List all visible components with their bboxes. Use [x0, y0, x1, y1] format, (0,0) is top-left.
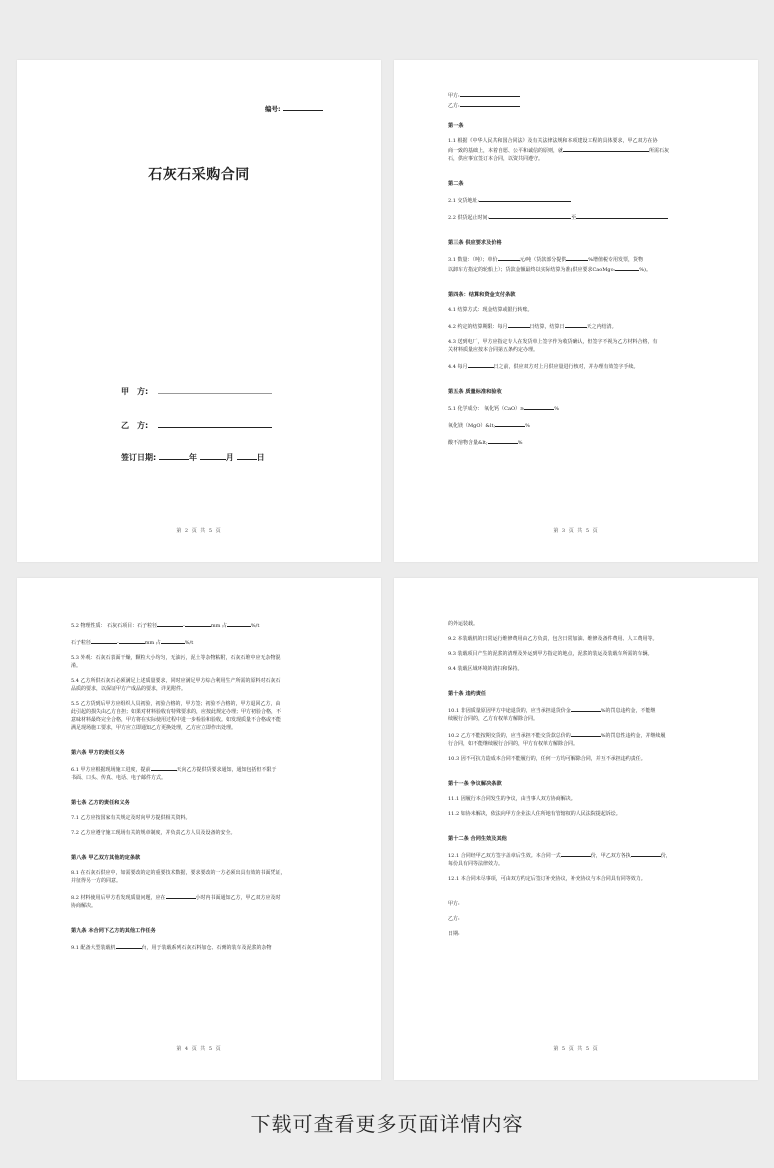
section-heading: 第三条 供应要求及价格 — [448, 240, 502, 246]
clause-text: 5.2 物理性质： 石灰石项目：石子粒径 - mm 占 %/t — [71, 620, 341, 630]
contract-page-3 — [394, 60, 758, 562]
clause-text: 11.2 如协未解决，依法向甲方企业法人住所地有管辖权的人民法院提起诉讼。 — [448, 811, 621, 817]
clause-text: 9.2 本装载机的日常运行维修费用由乙方负责，包含日常加油、维修及备件费用、人工费用等。 — [448, 636, 658, 642]
clause-text: 意味材料最终完全合格，甲方将在实际使用过程中进一步检验和验收。如发现质量不合格或不能 — [71, 717, 282, 723]
contract-number-field — [265, 104, 323, 113]
clause-text: 3.1 数量：（吨）；单价 元/吨（货款部分提供 %增值税专用发票，货物 — [448, 254, 718, 264]
day-blank — [237, 453, 257, 460]
party-b-label: 乙 方: — [121, 421, 149, 430]
cover-title: 石灰石采购合同 — [148, 167, 250, 183]
year-blank — [159, 453, 189, 460]
clause-text: 9.4 装载区域环境的清扫和保持。 — [448, 666, 523, 672]
section-heading: 第十一条 争议解决条款 — [448, 781, 502, 787]
contract-number-label: 编号: — [265, 105, 281, 113]
party-a-blank — [158, 387, 272, 394]
clause-text: 续履行合同的，乙方有权单方解除合同。 — [448, 716, 539, 722]
contract-number-blank — [283, 104, 323, 111]
clause-text: 4.1 结算方式：现金结算或银行转账。 — [448, 307, 533, 313]
clause-text: 的外运装载。 — [448, 621, 479, 627]
section-heading: 第四条：结算和资金支付条款 — [448, 292, 516, 298]
clause-text: 石，供应事宜签订本合同，以资共同遵守。 — [448, 156, 544, 162]
signature-date: 日期: — [448, 931, 460, 937]
clause-text: 1.1 根据《中华人民共和国合同法》及有关法律法规和本项建设工程的具体要求，甲乙双方在协 — [448, 138, 658, 144]
clause-text: 2.1 交货地址: — [448, 195, 718, 205]
cover-page — [17, 60, 381, 562]
clause-text: 行合同，如不能继续履行合同的，甲方有权单方解除合同。 — [448, 741, 579, 747]
page-number: 第 4 页 共 5 页 — [176, 1046, 222, 1052]
party-b-field — [121, 420, 272, 431]
clause-text: 酸不溶物含量&lt; % — [448, 437, 718, 447]
clause-text: 9.1 配备大型装载机 台，用于装载系列石灰石料加仓、石膏的装车及泥浆的杂物 — [71, 942, 341, 952]
day-label: 日 — [256, 453, 265, 462]
clause-text: 5.1 化学成分： 氧化钙（CaO）≥ % — [448, 403, 718, 413]
signature-party-b: 乙方: — [448, 916, 460, 922]
clause-text: 2.2 供货起止时间: 至 — [448, 212, 718, 222]
clause-text: 5.3 外观：石灰石表面干燥，颗粒大小均匀，无油污，泥土等杂物粘附，石灰石堆中应无杂物混 — [71, 655, 281, 661]
clause-text: 7.1 乙方应按国家有关规定及时向甲方提供相关资料。 — [71, 815, 191, 821]
sign-date-field — [121, 452, 265, 463]
clause-text: 以卸车方指定的轮船上）；货款金额最终以实际结算为准(供应要求CaoMgo: %)。 — [448, 264, 718, 274]
year-label: 年 — [189, 453, 197, 462]
section-heading: 第十条 违约责任 — [448, 691, 487, 697]
clause-text: 11.1 因履行本合同发生的争议，由当事人双方协商解决。 — [448, 796, 576, 802]
clause-text: 10.2 乙方不能按期交货的，应当承担不能交货款总价的 %的罚息性违约金，并继续履 — [448, 730, 718, 740]
section-heading: 第一条 — [448, 123, 464, 129]
section-heading: 第八条 甲乙双方其他的定条款 — [71, 855, 141, 861]
section-heading: 第七条 乙方的责任和义务 — [71, 800, 130, 806]
clause-text: 书面、口头、传真、电话、电子邮件方式。 — [71, 775, 167, 781]
clause-text: 4.2 约定的结算期限：每月 日结算，结算日 天之内结清。 — [448, 321, 718, 331]
clause-text: 协商解决。 — [71, 903, 97, 909]
sign-date-label: 签订日期: — [121, 453, 157, 462]
party-b-blank — [158, 421, 272, 428]
clause-text: 5.4 乙方所供石灰石必须满足上述质量要求，同时应满足甲方综合利用生产所需的原料对石灰石 — [71, 678, 281, 684]
clause-text: 满足现场施工要求，甲方应立即通知乙方更换处理，乙方应立即作出处理。 — [71, 725, 237, 731]
contract-page-5 — [394, 578, 758, 1080]
clause-text: 关材料质量应按本合同第五条约定办理。 — [448, 347, 539, 353]
section-heading: 第二条 — [448, 181, 464, 187]
clause-text: 氧化镁（MgO）&lt; % — [448, 420, 718, 430]
party-a-field — [121, 386, 272, 397]
clause-text: 4.4 每月 日之前，供应双方对上月供应量进行核对，并办理有效签字手续。 — [448, 361, 718, 371]
download-more-banner[interactable]: 下载可查看更多页面详情内容 — [250, 1112, 524, 1136]
section-heading: 第五条 质量标准和验收 — [448, 389, 502, 395]
clause-text: 8.2 材料使用后甲方若发现质量问题，应在 小时内书面通知乙方，甲乙双方应及时 — [71, 892, 341, 902]
clause-text: 10.1 非因质量原因甲方中途退货的，应当承担退货价金 %的罚息违约金，不能继 — [448, 705, 718, 715]
clause-text: 商一致的基础上，本着自愿、公平和诚信的原则，就 所需石灰 — [448, 145, 718, 155]
clause-text: 12.1 合同经甲乙双方签字盖章后生效。本合同一式 份，甲乙双方各执 份， — [448, 850, 718, 860]
clause-text: 此引起的损失由乙方自担；如果对材料验收有特殊要求的，应按此规定办理；甲方初验合格，不 — [71, 709, 282, 715]
clause-text: 品质的要求，以保证甲方产成品的要求，详见附件。 — [71, 686, 187, 692]
month-blank — [200, 453, 226, 460]
section-heading: 第九条 本合同下乙方的其他工作任务 — [71, 928, 156, 934]
clause-text: 4.3 送到电厂，甲方应指定专人在发货单上签字作为收货确认，但签字不视为乙方材料合格，有 — [448, 339, 658, 345]
page-content — [448, 620, 718, 938]
clause-text: 9.3 装载项目产生的泥浆的清理及外运到甲方指定的地点，泥浆的装运及装载车所需的车辆。 — [448, 651, 653, 657]
page-content — [448, 90, 718, 447]
clause-text: 石子粒径 - mm 占 %/t — [71, 637, 341, 647]
section-heading: 第十二条 合同生效及其他 — [448, 836, 507, 842]
clause-text: 5.5 乙方货到后甲方应组织人员初验，初验合格的，甲方签；初验不合格的，甲方退回乙方，由 — [71, 701, 281, 707]
contract-page-4 — [17, 578, 381, 1080]
clause-text: 7.2 乙方应遵守施工现场有关的规章制度，并负责乙方人员及设备的安全。 — [71, 830, 236, 836]
page-content — [71, 620, 341, 952]
page-number: 第 3 页 共 5 页 — [553, 528, 599, 534]
party-a-line: 甲方: — [448, 90, 718, 100]
clause-text: 每份具有同等法律效力。 — [448, 861, 504, 867]
clause-text: 并征得另一方的同意。 — [71, 878, 122, 884]
clause-text: 8.1 在石灰石供应中，如需要改的定的重要技术数据，要求要改的一方必须出具有效的书面凭证， — [71, 870, 286, 876]
month-label: 月 — [225, 453, 234, 462]
clause-text: 6.1 甲方应根据现场施工进度，提前 天向乙方提供货要求通知，通知包括但不限于 — [71, 764, 341, 774]
page-number: 第 2 页 共 5 页 — [176, 528, 222, 534]
clause-text: 淆。 — [71, 663, 82, 669]
section-heading: 第六条 甲方的责任义务 — [71, 750, 125, 756]
party-b-line: 乙方: — [448, 100, 718, 110]
clause-text: 12.1 本合同未尽事项，可由双方约定后签订补充协议，补充协议与本合同具有同等效力。 — [448, 876, 646, 882]
page-number: 第 5 页 共 5 页 — [553, 1046, 599, 1052]
signature-party-a: 甲方: — [448, 901, 460, 907]
clause-text: 10.3 因不可抗力造成本合同不能履行的，任何一方均可解除合同，并互不承担违约责任。 — [448, 756, 646, 762]
party-a-label: 甲 方: — [121, 387, 149, 396]
